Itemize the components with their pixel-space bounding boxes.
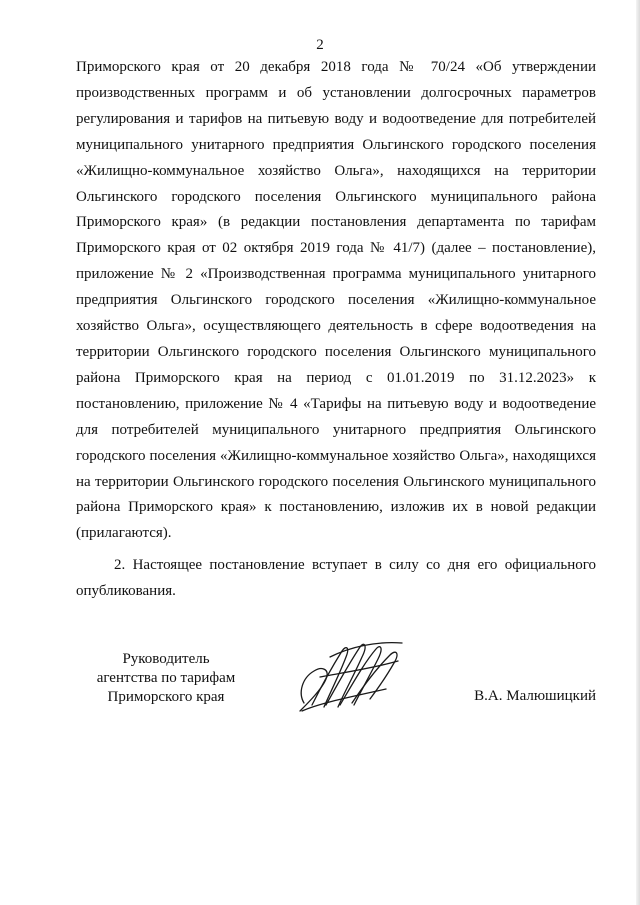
signatory-title	[76, 650, 256, 707]
scan-edge-shadow	[636, 0, 640, 905]
page-number: 2	[316, 37, 324, 53]
handwritten-signature	[290, 633, 420, 718]
signatory-title-line-3: Приморского края	[107, 689, 225, 705]
document-body	[76, 55, 596, 605]
paragraph-2: 2. Настоящее постановление вступает в силу со дня его официального опубликования.	[76, 557, 596, 600]
paragraph-1: Приморского края от 20 декабря 2018 года № 70/24 «Об утверждении производственных программ и об установлении долгосрочных параметров регулирования и тарифов на питьевую воду и водоотведение для потребителей муниципального унитарного предприятия Ольгинского городского поселения «Жилищно-коммунальное хозяйство Ольга», находящихся на территории Ольгинского городского поселения Ольгинского муниципального района Приморского края» (в редакции постановления департамента по тарифам Приморского края от 02 октября 2019 года № 41/7) (далее – постановление), приложение № 2 «Производственная программа муниципального унитарного предприятия Ольгинского городского поселения «Жилищно-коммунальное хозяйство Ольга», осуществляющего деятельность в сфере водоотведения на территории Ольгинского городского поселения Ольгинского муниципального района Приморского края на период с 01.01.2019 по 31.12.2023» к постановлению, приложение № 4 «Тарифы на питьевую воду и водоотведение для потребителей муниципального унитарного предприятия Ольгинского городского поселения «Жилищно-коммунальное хозяйство Ольга», находящихся на территории Ольгинского городского поселения Ольгинского муниципального района Приморского края» к постановлению, изложив их в новой редакции (прилагаются).	[76, 59, 596, 542]
signatory-title-line-2: агентства по тарифам	[96, 670, 236, 686]
signatory-title-line-1: Руководитель	[122, 651, 210, 667]
signatory-name: В.А. Малюшицкий	[474, 688, 596, 704]
